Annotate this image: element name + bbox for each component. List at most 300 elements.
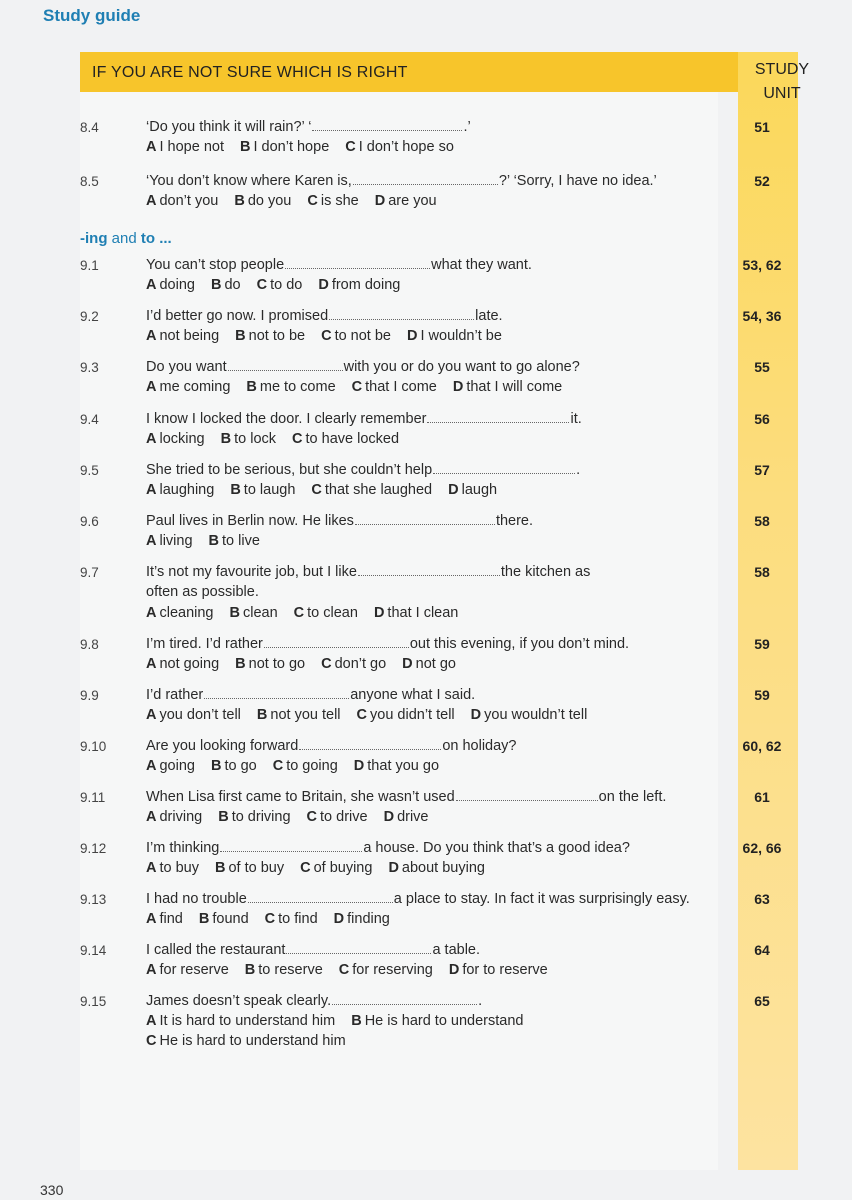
- question-part-1: Are you looking forward: [146, 738, 299, 754]
- option-letter: A: [146, 482, 157, 498]
- answer-option-a[interactable]: [146, 482, 214, 498]
- study-unit-ref: 56: [754, 411, 770, 427]
- answer-option-d[interactable]: [384, 809, 429, 825]
- option-text: that I clean: [387, 605, 459, 621]
- question-part-2: the kitchen as: [500, 564, 591, 580]
- option-letter: B: [239, 139, 251, 155]
- answer-option-d[interactable]: [375, 193, 437, 209]
- answer-option-b[interactable]: [235, 656, 305, 672]
- option-letter: B: [210, 758, 222, 774]
- option-letter: A: [146, 379, 157, 395]
- option-letter: C: [311, 482, 322, 498]
- study-unit-ref: 59: [754, 636, 770, 652]
- option-letter: D: [333, 911, 345, 927]
- option-letter: A: [146, 605, 157, 621]
- option-text: is she: [320, 193, 359, 209]
- answer-option-d[interactable]: [334, 911, 390, 927]
- option-letter: A: [146, 139, 157, 155]
- section-middle: and: [107, 230, 141, 247]
- option-text: to clean: [307, 605, 358, 621]
- study-unit-ref: 65: [754, 993, 770, 1009]
- option-text: for reserving: [352, 962, 433, 978]
- question-part-1: You can’t stop people: [146, 257, 285, 273]
- answer-blank[interactable]: [427, 410, 569, 423]
- answer-option-d[interactable]: [471, 707, 588, 723]
- question-number: 9.1: [80, 258, 99, 273]
- option-text: that I will come: [466, 379, 563, 395]
- answer-option-a[interactable]: [146, 809, 202, 825]
- study-unit-ref: 58: [754, 513, 770, 529]
- option-text: to live: [222, 533, 260, 549]
- answer-option-a[interactable]: [146, 193, 218, 209]
- answer-option-c[interactable]: [339, 962, 433, 978]
- answer-option-d[interactable]: [402, 656, 456, 672]
- answer-option-c[interactable]: [307, 193, 358, 209]
- answer-option-a[interactable]: [146, 605, 214, 621]
- question-text: [146, 686, 475, 703]
- option-letter: D: [407, 328, 418, 344]
- option-letter: B: [235, 656, 246, 672]
- options-row: [146, 809, 445, 825]
- answer-option-b[interactable]: [215, 860, 284, 876]
- study-unit-ref: 54, 36: [742, 308, 782, 324]
- question-part-1: I had no trouble: [146, 891, 247, 907]
- answer-option-b[interactable]: [351, 1013, 523, 1029]
- answer-option-a[interactable]: [146, 860, 199, 876]
- option-letter: A: [146, 860, 157, 876]
- answer-blank[interactable]: [286, 941, 431, 954]
- option-text: for to reserve: [462, 962, 548, 978]
- option-letter: C: [356, 707, 368, 723]
- option-text: He is hard to understand: [364, 1013, 524, 1029]
- option-letter: B: [235, 328, 246, 344]
- study-unit-label-2: UNIT: [763, 85, 801, 102]
- study-unit-ref: 60, 62: [742, 738, 782, 754]
- answer-option-d[interactable]: [318, 277, 400, 293]
- answer-option-a[interactable]: [146, 431, 205, 447]
- answer-option-c[interactable]: [357, 707, 455, 723]
- question-number: 9.10: [80, 739, 107, 754]
- option-text: to laugh: [243, 482, 296, 498]
- question-part-2: a house. Do you think that’s a good idea?: [363, 840, 630, 856]
- option-letter: C: [321, 328, 332, 344]
- answer-option-c[interactable]: [265, 911, 318, 927]
- options-row: [146, 656, 472, 672]
- option-text: to find: [278, 911, 318, 927]
- answer-blank[interactable]: [332, 992, 477, 1005]
- answer-option-c[interactable]: [311, 482, 432, 498]
- answer-option-d[interactable]: [449, 962, 548, 978]
- question-part-2: on the left.: [598, 789, 667, 805]
- question-text: [146, 737, 517, 754]
- question-text: [146, 358, 580, 375]
- option-letter: A: [146, 962, 157, 978]
- study-unit-ref: 62, 66: [742, 840, 782, 856]
- option-text: don’t you: [159, 193, 219, 209]
- question-text: [146, 512, 533, 529]
- answer-option-a[interactable]: [146, 379, 230, 395]
- option-text: laugh: [461, 482, 498, 498]
- option-letter: D: [448, 482, 459, 498]
- question-part-2: a table.: [432, 942, 481, 958]
- answer-option-c[interactable]: [352, 379, 437, 395]
- question-number: 9.4: [80, 412, 99, 427]
- option-text: of buying: [313, 860, 373, 876]
- options-row: [146, 277, 416, 293]
- option-letter: D: [374, 193, 386, 209]
- question-number: 9.6: [80, 514, 99, 529]
- option-letter: C: [146, 1033, 157, 1049]
- study-unit-ref: 64: [754, 942, 770, 958]
- question-part-1: Do you want: [146, 359, 227, 375]
- question-number: 9.3: [80, 360, 99, 375]
- option-letter: B: [220, 431, 232, 447]
- answer-option-b[interactable]: [245, 962, 323, 978]
- option-text: you wouldn’t tell: [484, 707, 588, 723]
- option-letter: A: [146, 911, 157, 927]
- option-text: you don’t tell: [159, 707, 241, 723]
- option-text: locking: [159, 431, 205, 447]
- option-text: me coming: [159, 379, 231, 395]
- question-part-1: ‘Do you think it will rain?’ ‘: [146, 119, 312, 135]
- question-part-1: It’s not my favourite job, but I like: [146, 564, 357, 580]
- question-number: 9.2: [80, 309, 99, 324]
- question-number: 9.7: [80, 565, 99, 580]
- option-text: I don’t hope: [253, 139, 330, 155]
- study-unit-ref: 57: [754, 462, 770, 478]
- answer-option-c[interactable]: [257, 277, 303, 293]
- answer-blank[interactable]: [355, 512, 495, 525]
- options-row: [146, 139, 470, 155]
- option-letter: B: [214, 860, 226, 876]
- answer-blank[interactable]: [299, 737, 441, 750]
- answer-option-a[interactable]: [146, 139, 224, 155]
- study-unit-label-1: STUDY: [754, 61, 810, 78]
- answer-blank[interactable]: [228, 358, 343, 371]
- answer-option-a[interactable]: [146, 328, 219, 344]
- option-text: to buy: [159, 860, 199, 876]
- question-part-1: James doesn’t speak clearly.: [146, 993, 332, 1009]
- option-letter: A: [146, 809, 157, 825]
- options-row: [146, 860, 501, 876]
- option-text: that I come: [365, 379, 437, 395]
- question-part-1: I called the restaurant: [146, 942, 286, 958]
- question-text: [146, 839, 630, 856]
- answer-option-c[interactable]: [273, 758, 338, 774]
- question-text: [146, 563, 590, 580]
- question-part-1: Paul lives in Berlin now. He likes: [146, 513, 354, 529]
- section-heading: [80, 230, 172, 247]
- answer-option-b[interactable]: [230, 605, 278, 621]
- options-row: [146, 1033, 362, 1049]
- option-letter: B: [244, 962, 256, 978]
- answer-option-a[interactable]: [146, 533, 193, 549]
- answer-blank[interactable]: [312, 118, 462, 131]
- answer-option-b[interactable]: [234, 193, 291, 209]
- option-text: not to be: [248, 328, 306, 344]
- answer-option-b[interactable]: [209, 533, 260, 549]
- option-letter: D: [452, 379, 464, 395]
- option-letter: C: [300, 860, 311, 876]
- option-text: from doing: [331, 277, 401, 293]
- option-letter: D: [318, 277, 329, 293]
- answer-blank[interactable]: [433, 461, 575, 474]
- question-part-1: ‘You don’t know where Karen is,: [146, 173, 352, 189]
- options-row: [146, 707, 603, 723]
- answer-option-b[interactable]: [240, 139, 329, 155]
- options-row: [146, 379, 578, 395]
- question-text-continued: often as possible.: [146, 584, 259, 600]
- options-row: [146, 1013, 539, 1029]
- question-text: [146, 788, 666, 805]
- answer-option-b[interactable]: [235, 328, 305, 344]
- question-part-1: I’d rather: [146, 687, 204, 703]
- option-text: cleaning: [159, 605, 214, 621]
- question-part-2: it.: [570, 411, 582, 427]
- question-text: [146, 992, 482, 1009]
- option-text: to not be: [334, 328, 391, 344]
- question-part-2: .: [478, 993, 483, 1009]
- option-letter: C: [338, 962, 350, 978]
- options-row: [146, 193, 453, 209]
- answer-blank[interactable]: [329, 307, 474, 320]
- answer-option-c[interactable]: [294, 605, 358, 621]
- option-text: not going: [159, 656, 220, 672]
- option-text: going: [159, 758, 195, 774]
- option-letter: A: [146, 277, 157, 293]
- options-row: [146, 758, 455, 774]
- answer-option-a[interactable]: [146, 962, 229, 978]
- answer-option-b[interactable]: [211, 758, 257, 774]
- question-part-2: .: [576, 462, 581, 478]
- answer-option-a[interactable]: [146, 707, 241, 723]
- question-part-2: on holiday?: [442, 738, 517, 754]
- answer-blank[interactable]: [285, 256, 430, 269]
- option-text: that she laughed: [324, 482, 433, 498]
- question-text: [146, 635, 629, 652]
- option-letter: C: [256, 277, 268, 293]
- question-part-2: late.: [475, 308, 503, 324]
- study-unit-ref: 61: [754, 789, 770, 805]
- option-letter: B: [230, 482, 241, 498]
- option-letter: C: [293, 605, 305, 621]
- question-part-2: .’: [463, 119, 471, 135]
- answer-option-c[interactable]: [300, 860, 372, 876]
- options-row: [146, 962, 564, 978]
- options-row: [146, 605, 474, 621]
- option-text: to going: [286, 758, 338, 774]
- question-number: 8.5: [80, 174, 99, 189]
- question-number: 9.13: [80, 892, 107, 907]
- option-text: to driving: [231, 809, 291, 825]
- answer-option-d[interactable]: [388, 860, 485, 876]
- answer-blank[interactable]: [220, 839, 362, 852]
- question-number: 9.8: [80, 637, 99, 652]
- option-text: not being: [159, 328, 220, 344]
- answer-option-a[interactable]: [146, 758, 195, 774]
- question-text: [146, 118, 471, 135]
- option-text: not go: [415, 656, 456, 672]
- question-text: [146, 307, 503, 324]
- answer-option-c[interactable]: [321, 656, 386, 672]
- option-letter: B: [256, 707, 268, 723]
- answer-option-b[interactable]: [257, 707, 341, 723]
- guide-title: Study guide: [43, 6, 141, 25]
- answer-option-b[interactable]: [221, 431, 276, 447]
- options-row: [146, 533, 276, 549]
- study-unit-ref: 63: [754, 891, 770, 907]
- option-text: It is hard to understand him: [159, 1013, 336, 1029]
- option-letter: D: [470, 707, 482, 723]
- option-text: driving: [159, 809, 203, 825]
- answer-option-c[interactable]: [307, 809, 368, 825]
- option-text: are you: [388, 193, 437, 209]
- option-letter: C: [306, 809, 318, 825]
- option-text: I hope not: [159, 139, 224, 155]
- answer-option-d[interactable]: [354, 758, 439, 774]
- option-text: to drive: [320, 809, 368, 825]
- question-number: 9.14: [80, 943, 107, 958]
- answer-option-c[interactable]: [146, 1033, 346, 1049]
- question-number: 8.4: [80, 120, 99, 135]
- answer-option-c[interactable]: [345, 139, 454, 155]
- option-letter: B: [234, 193, 245, 209]
- option-text: to go: [224, 758, 257, 774]
- answer-blank[interactable]: [358, 563, 500, 576]
- option-letter: B: [198, 911, 210, 927]
- option-letter: C: [292, 431, 303, 447]
- answer-option-b[interactable]: [230, 482, 295, 498]
- question-number: 9.5: [80, 463, 99, 478]
- answer-blank[interactable]: [353, 172, 498, 185]
- question-part-1: I know I locked the door. I clearly remember: [146, 411, 427, 427]
- option-letter: C: [264, 911, 276, 927]
- study-unit-ref: 55: [754, 359, 770, 375]
- option-text: found: [212, 911, 249, 927]
- question-text: [146, 256, 532, 273]
- question-part-1: I’d better go now. I promised: [146, 308, 329, 324]
- option-text: not to go: [248, 656, 306, 672]
- option-text: He is hard to understand him: [159, 1033, 346, 1049]
- answer-blank[interactable]: [456, 788, 598, 801]
- option-text: finding: [347, 911, 390, 927]
- option-text: of to buy: [228, 860, 285, 876]
- option-text: laughing: [159, 482, 215, 498]
- option-letter: D: [383, 809, 395, 825]
- options-row: [146, 911, 406, 927]
- option-text: find: [159, 911, 183, 927]
- question-number: 9.15: [80, 994, 107, 1009]
- option-letter: A: [146, 1013, 157, 1029]
- option-text: I don’t hope so: [358, 139, 454, 155]
- answer-option-a[interactable]: [146, 1013, 335, 1029]
- answer-blank[interactable]: [248, 890, 393, 903]
- question-number: 9.9: [80, 688, 99, 703]
- section-suffix: to ...: [140, 230, 172, 247]
- option-letter: B: [351, 1013, 362, 1029]
- answer-option-a[interactable]: [146, 911, 183, 927]
- option-text: to have locked: [305, 431, 400, 447]
- answer-option-d[interactable]: [453, 379, 562, 395]
- option-text: doing: [159, 277, 195, 293]
- answer-option-d[interactable]: [374, 605, 458, 621]
- option-letter: C: [321, 656, 332, 672]
- answer-option-d[interactable]: [448, 482, 497, 498]
- option-letter: B: [246, 379, 257, 395]
- option-letter: C: [345, 139, 356, 155]
- option-letter: D: [388, 860, 399, 876]
- answer-option-d[interactable]: [407, 328, 502, 344]
- study-unit-heading: [742, 58, 822, 106]
- option-text: that you go: [367, 758, 440, 774]
- section-prefix: -ing: [80, 230, 108, 247]
- answer-option-b[interactable]: [246, 379, 335, 395]
- options-row: [146, 431, 415, 447]
- question-part-2: a place to stay. In fact it was surprisingly easy.: [393, 891, 690, 907]
- option-text: to do: [270, 277, 303, 293]
- answer-option-b[interactable]: [199, 911, 249, 927]
- answer-option-b[interactable]: [218, 809, 290, 825]
- option-letter: B: [210, 277, 222, 293]
- option-letter: D: [353, 758, 365, 774]
- answer-blank[interactable]: [264, 635, 409, 648]
- question-text: [146, 410, 582, 427]
- option-text: about buying: [401, 860, 485, 876]
- option-letter: A: [146, 533, 157, 549]
- option-letter: C: [272, 758, 284, 774]
- option-text: to reserve: [258, 962, 323, 978]
- option-text: me to come: [259, 379, 336, 395]
- answer-blank[interactable]: [204, 686, 349, 699]
- options-row: [146, 328, 518, 344]
- option-letter: C: [307, 193, 318, 209]
- option-letter: B: [218, 809, 229, 825]
- question-text: [146, 890, 690, 907]
- option-text: clean: [242, 605, 278, 621]
- question-part-1: When Lisa first came to Britain, she wasn’t used: [146, 789, 455, 805]
- option-letter: A: [146, 193, 157, 209]
- study-unit-ref: 51: [754, 119, 770, 135]
- option-letter: D: [448, 962, 460, 978]
- question-part-2: anyone what I said.: [350, 687, 476, 703]
- option-letter: A: [146, 328, 157, 344]
- options-row: [146, 482, 513, 498]
- option-text: not you tell: [270, 707, 341, 723]
- question-part-1: I’m tired. I’d rather: [146, 636, 263, 652]
- option-text: for reserve: [159, 962, 229, 978]
- option-letter: A: [146, 431, 157, 447]
- question-part-2: out this evening, if you don’t mind.: [409, 636, 630, 652]
- option-letter: D: [373, 605, 385, 621]
- option-letter: A: [146, 656, 157, 672]
- answer-option-b[interactable]: [211, 277, 241, 293]
- option-letter: A: [146, 707, 157, 723]
- question-part-2: what they want.: [431, 257, 532, 273]
- answer-option-a[interactable]: [146, 656, 219, 672]
- answer-option-c[interactable]: [321, 328, 391, 344]
- option-text: do: [224, 277, 241, 293]
- question-part-2: with you or do you want to go alone?: [343, 359, 580, 375]
- answer-option-c[interactable]: [292, 431, 399, 447]
- question-part-2: ?’ ‘Sorry, I have no idea.’: [498, 173, 657, 189]
- option-letter: D: [402, 656, 413, 672]
- option-letter: B: [208, 533, 220, 549]
- option-letter: C: [351, 379, 363, 395]
- question-text: [146, 941, 480, 958]
- question-part-1: I’m thinking: [146, 840, 220, 856]
- answer-option-a[interactable]: [146, 277, 195, 293]
- question-part-2: there.: [495, 513, 534, 529]
